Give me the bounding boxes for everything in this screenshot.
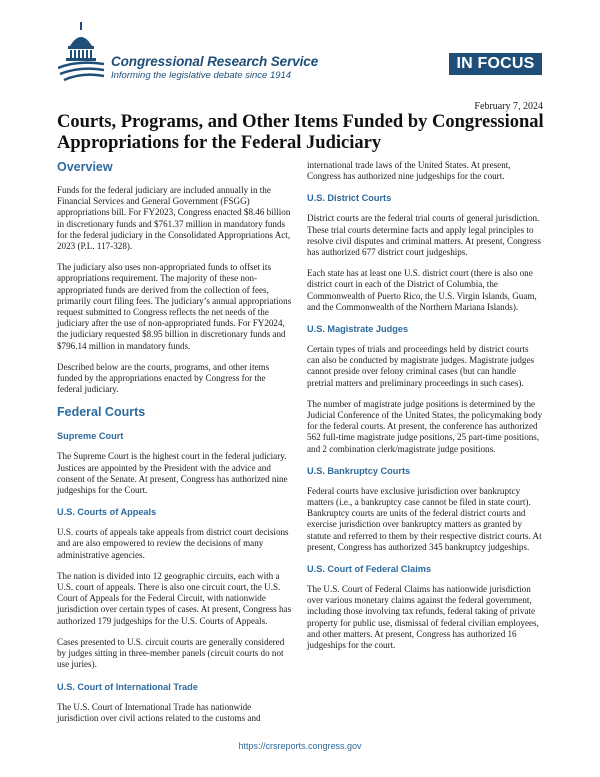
magistrate-judges-heading: U.S. Magistrate Judges <box>307 324 409 335</box>
supreme-court-paragraph: The Supreme Court is the highest court in the federal judiciary. Justices are appointed by the President with the advice and consent of the Senate. At present, Congress has authorized nine judgeships for the Court. <box>57 451 288 496</box>
overview-paragraph-2: The judiciary also uses non-appropriated funds to offset its appropriations requirement. The majority of these non-appropriated funds are derived from the collection of fees, primarily court filing fees. The judiciary’s annual appropriations request submitted to Congress reflects the net needs of the judiciary after the use of non-appropriated funds. For FY2024, the judiciary requested $8.95 billion in discretionary funds and $796.14 million in mandatory funds. <box>57 262 292 351</box>
publication-date: February 7, 2024 <box>474 101 543 112</box>
international-trade-paragraph-continued: international trade laws of the United States. At present, Congress has authorized nine judgeships for the court. <box>307 160 511 182</box>
district-courts-paragraph-1: District courts are the federal trial courts of general jurisdiction. These trial courts determine facts and apply legal principles to resolve civil disputes and criminal matters. At present, Congress has authorized 677 district court judgeships. <box>307 213 541 258</box>
courts-of-appeals-paragraph-2: The nation is divided into 12 geographic circuits, each with a U.S. court of appeals. There is also one circuit court, the U.S. Court of Appeals for the Federal Circuit, with nationwide jurisdiction over certain types of cases. At present, Congress has authorized 179 judgeships for the U.S. Courts of Appeals. <box>57 570 292 626</box>
international-trade-heading: U.S. Court of International Trade <box>57 681 198 692</box>
district-courts-paragraph-2: Each state has at least one U.S. district court (there is also one district court in each of the District of Columbia, the Commonwealth of Puerto Rico, the U.S. Virgin Islands, Guam, and the Commonwealth of the Northern Mariana Islands). <box>307 268 537 312</box>
international-trade-paragraph: The U.S. Court of International Trade has nationwide jurisdiction over civil actions related to the customs and <box>57 701 261 723</box>
magistrate-judges-paragraph-1: Certain types of trials and proceedings held by district courts can also be conducted by magistrate judges. Magistrate judges cannot preside over felony criminal cases (but can handle pretrial matters and preliminary proceedings in such cases). <box>307 344 535 388</box>
overview-paragraph-3: Described below are the courts, programs, and other items funded by the appropriations enacted by Congress for the federal judiciary. <box>57 361 270 395</box>
right-column <box>307 160 543 661</box>
magistrate-judges-paragraph-2: The number of magistrate judge positions is determined by the Judicial Conference of the United States, the policymaking body for the federal courts. At present, the conference has authorized 562 full-time magistrate judge positions, 25 part-time positions, and 2 combination clerk/magistrate judge positions. <box>307 398 543 454</box>
courts-of-appeals-paragraph-3: Cases presented to U.S. circuit courts are generally considered by judges sitting in three-member panels (circuit courts do not use juries). <box>57 636 285 670</box>
overview-heading: Overview <box>57 160 113 174</box>
organization-name: Congressional Research Service <box>111 54 319 69</box>
federal-claims-heading: U.S. Court of Federal Claims <box>307 564 432 575</box>
bankruptcy-courts-heading: U.S. Bankruptcy Courts <box>307 465 411 476</box>
report-title: Courts, Programs, and Other Items Funded by Congressional Appropriations for the Federal Judiciary <box>57 112 544 153</box>
overview-paragraph-1: Funds for the federal judiciary are included annually in the Financial Services and General Government (FSGG) appropriations bill. For FY2023, Congress enacted $8.46 billion in discretionary funds and $761.37 million in mandatory funds for the federal judiciary in the Consolidated Appropriations Act, 2023 (P.L. 117-328). <box>57 185 291 252</box>
federal-claims-paragraph: The U.S. Court of Federal Claims has nationwide jurisdiction over various monetary claims against the federal government, including those involving tax refunds, federal taking of private property for public use, dismissal of federal civilian employees, and other matters. At present, Congress has authorized 16 judgeships for the court. <box>307 584 539 651</box>
left-column <box>57 160 293 732</box>
organization-tagline: Informing the legislative debate since 1914 <box>111 70 292 81</box>
bankruptcy-courts-paragraph: Federal courts have exclusive jurisdiction over bankruptcy matters (i.e., a bankruptcy case cannot be filed in state court). Bankruptcy courts are units of the federal district courts and exercise jurisdiction over bankruptcy matters as granted by statute and referred to them by their respective district courts. At present, Congress has authorized 345 bankruptcy judgeships. <box>307 485 542 552</box>
in-focus-badge: IN FOCUS <box>449 53 542 75</box>
courts-of-appeals-heading: U.S. Courts of Appeals <box>57 507 157 518</box>
report-header <box>0 0 600 90</box>
capitol-dome-icon <box>58 22 104 82</box>
district-courts-heading: U.S. District Courts <box>307 193 392 204</box>
footer-url[interactable]: https://crsreports.congress.gov <box>238 741 362 751</box>
courts-of-appeals-paragraph-1: U.S. courts of appeals take appeals from district court decisions and are also empowered to review the decisions of many administrative agencies. <box>57 527 289 560</box>
federal-courts-heading: Federal Courts <box>57 405 146 420</box>
supreme-court-heading: Supreme Court <box>57 431 124 442</box>
